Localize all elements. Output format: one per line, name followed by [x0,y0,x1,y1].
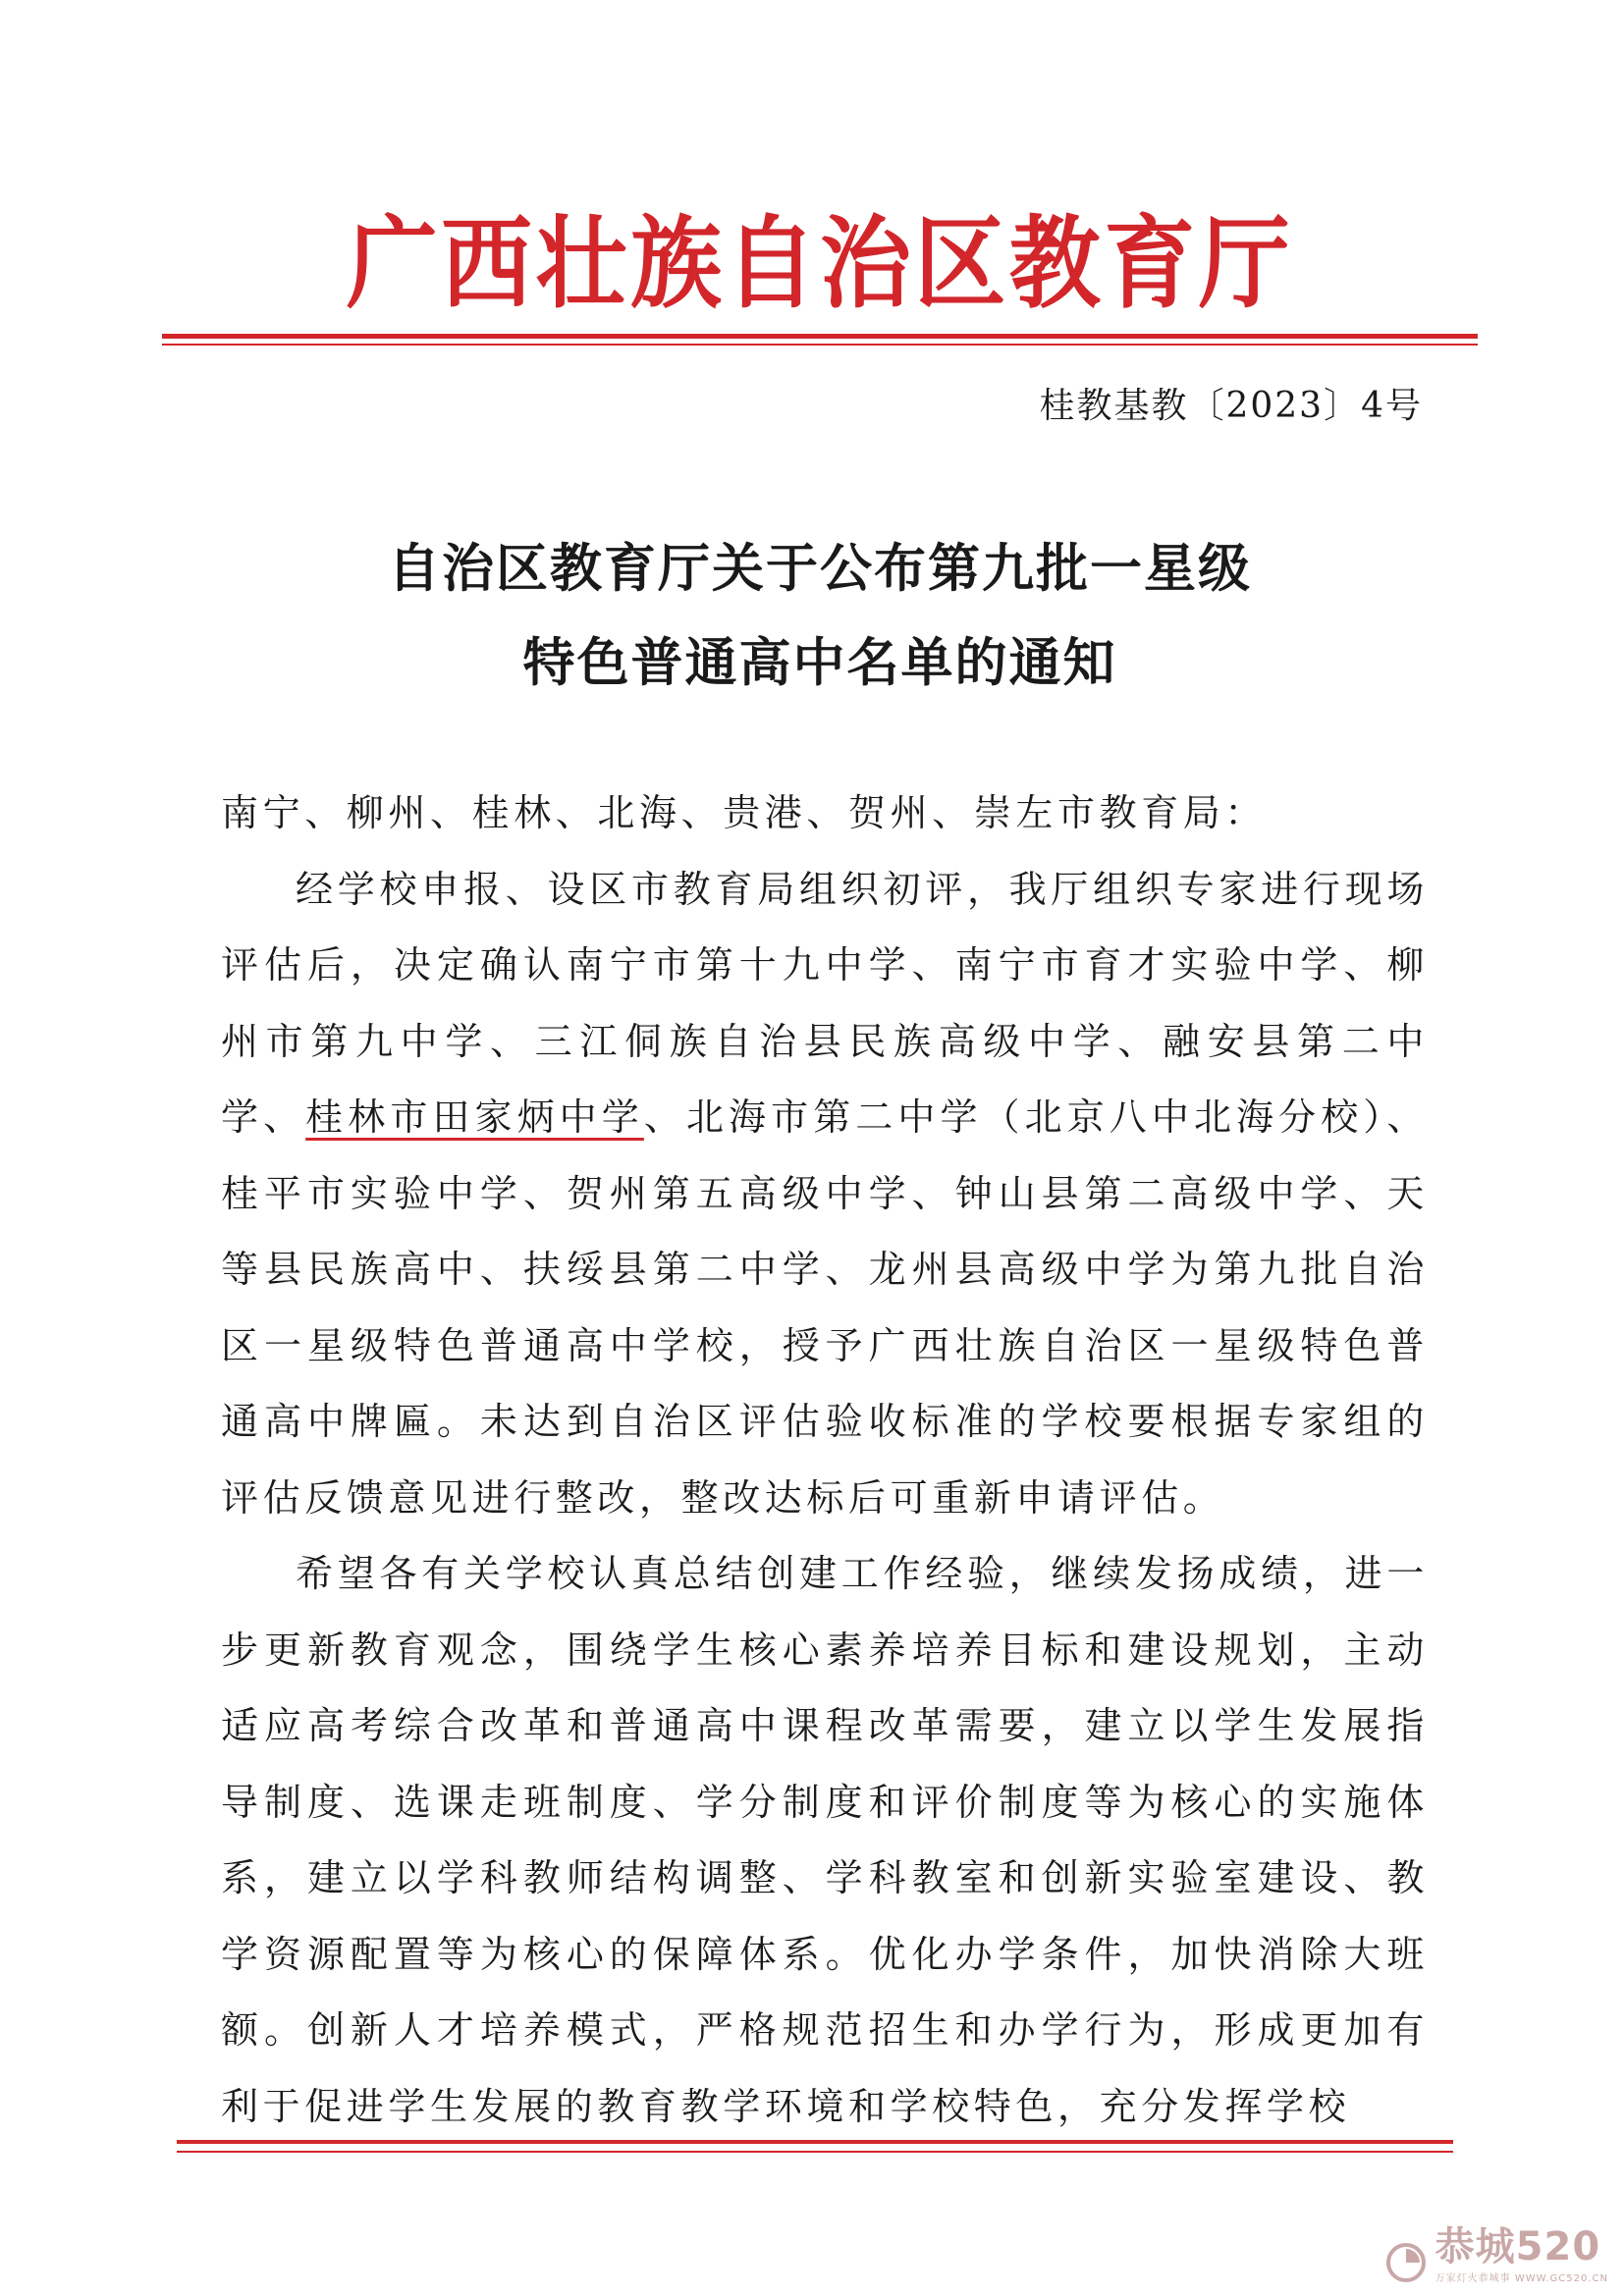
watermark-text [1435,2224,1608,2284]
title-line-2: 特色普通高中名单的通知 [522,632,1117,693]
body-text [221,775,1429,2145]
footer-rule-thick [177,2140,1453,2144]
paragraph-2: 希望各有关学校认真总结创建工作经验，继续发扬成绩，进一步更新教育观念，围绕学生核心素养培养目标和建设规划，主动适应高考综合改革和普通高中课程改革需要，建立以学生发展指导制度、选课走班制度、学分制度和评价制度等为核心的实施体系，建立以学科教师结构调整、学科教室和创新实验室建设、教学资源配置等为核心的保障体系。优化办学条件，加快消除大班额。创新人才培养模式，严格规范招生和办学行为，形成更加有利于促进学生发展的教育教学环境和学校特色，充分发挥学校 [221,1552,1429,2128]
issuer-masthead: 广西壮族自治区教育厅 [346,205,1294,323]
title-line-1: 自治区教育厅关于公布第九批一星级 [388,538,1252,599]
document-number: 桂教基教〔2023〕4号 [1039,386,1423,426]
paragraph-1 [221,852,1429,1537]
watermark-logo-icon [1384,2241,1428,2284]
paragraph-1-part-b: 、北海市第二中学（北京八中北海分校）、桂平市实验中学、贺州第五高级中学、钟山县第二高级中学、天等县民族高中、扶绥县第二中学、龙州县高级中学为第九批自治区一星级特色普通高中学校，授予广西壮族自治区一星级特色普通高中牌匾。未达到自治区评估验收标准的学校要根据专家组的评估反馈意见进行整改，整改达标后可重新申请评估。 [221,1095,1429,1520]
paragraph-1-part-a: 经学校申报、设区市教育局组织初评，我厅组织专家进行现场评估后，决定确认南宁市第十九中学、南宁市育才实验中学、柳州市第九中学、三江侗族自治县民族高级中学、融安县第二中学、 [221,867,1429,1139]
watermark-sub: 万家灯火恭城事 WWW.GC520.CN [1435,2273,1608,2284]
salutation: 南宁、柳州、桂林、北海、贵港、贺州、崇左市教育局： [221,791,1268,834]
site-watermark [1384,2224,1608,2284]
highlighted-school-name: 桂林市田家炳中学 [305,1095,644,1139]
header-rule-thin [162,344,1478,346]
header-rule-thick [162,334,1478,339]
footer-rule-thin [177,2151,1453,2153]
watermark-main: 恭城520 [1435,2224,1601,2269]
